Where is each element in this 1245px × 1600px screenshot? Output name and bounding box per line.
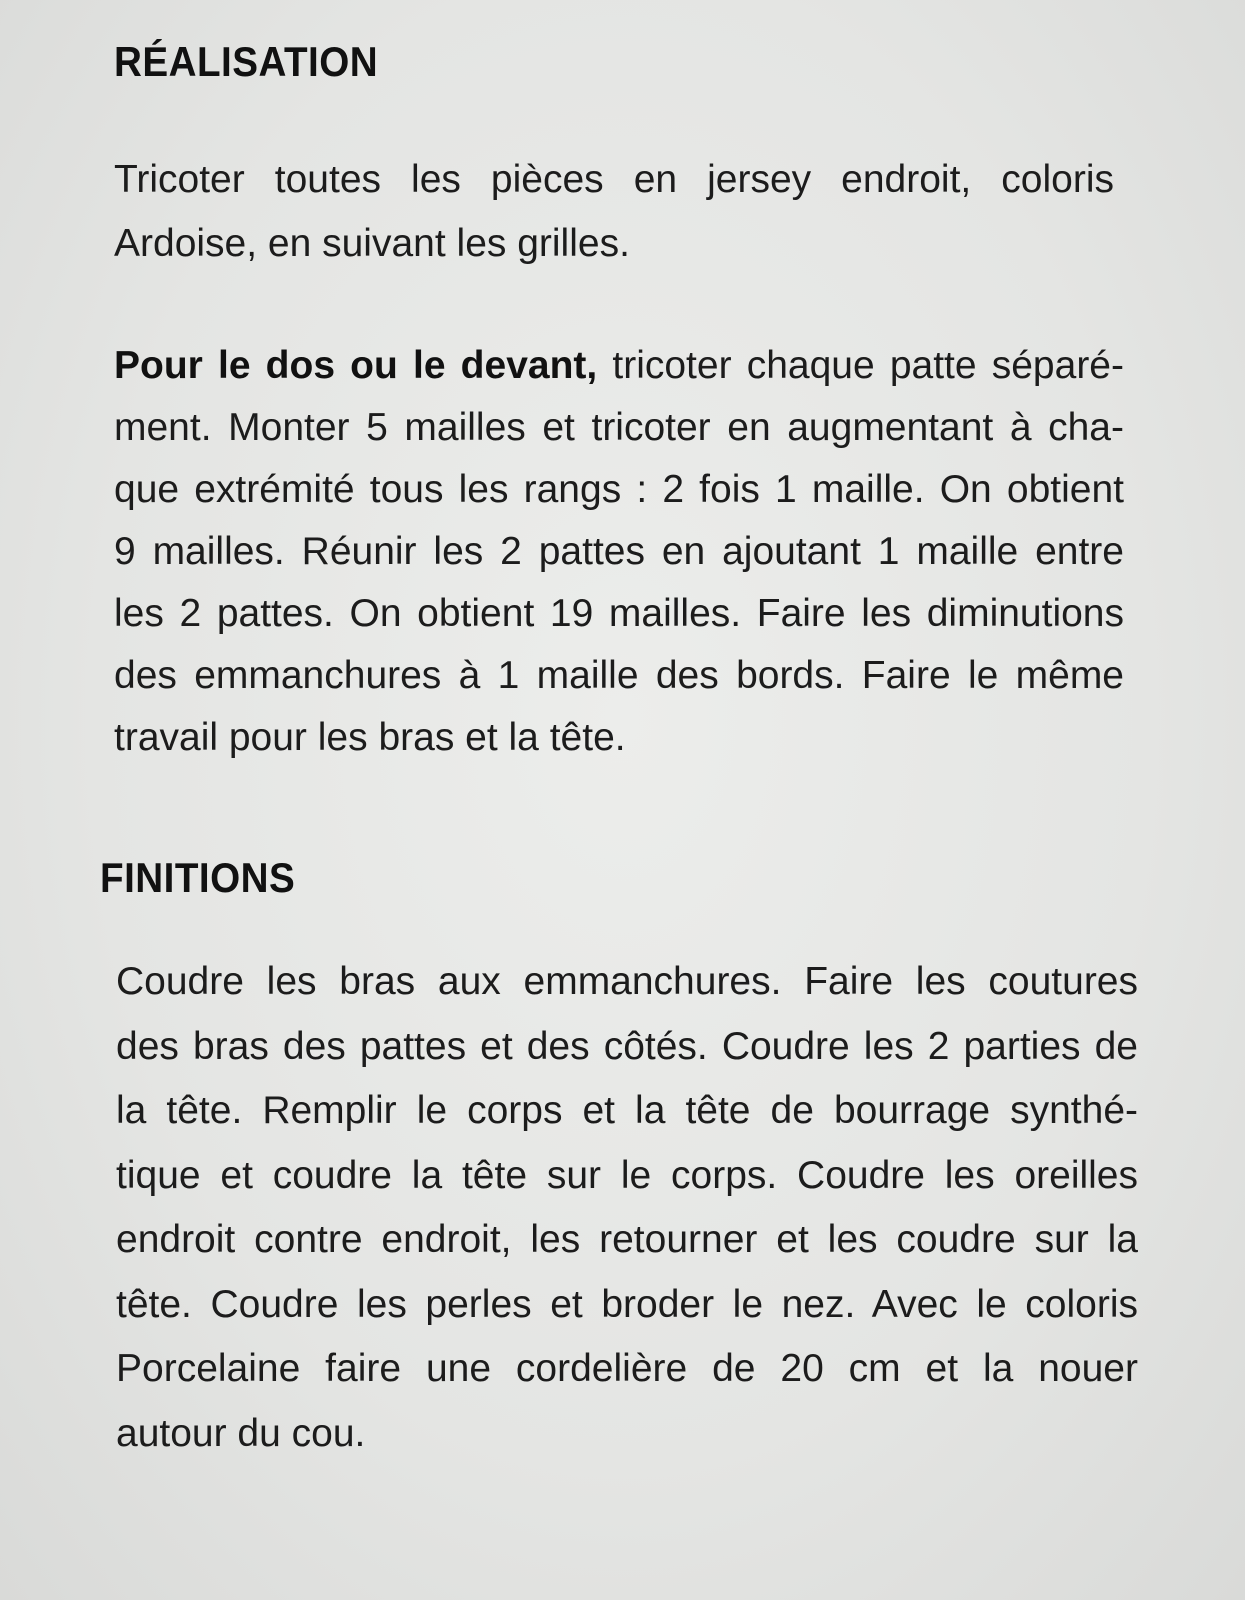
paragraph-dos-devant [114, 335, 1124, 769]
section-heading-realisation: RÉALISATION [114, 38, 379, 85]
text-segment: tricoter chaque patte séparé- [597, 344, 1124, 387]
text-line: endroit contre endroit, les retourner et les coudre sur la [116, 1218, 1138, 1261]
text-line: Coudre les bras aux emmanchures. Faire les coutures [116, 960, 1138, 1003]
paragraph-finitions [116, 950, 1138, 1466]
text-line: tête. Coudre les perles et broder le nez. Avec le coloris [116, 1282, 1138, 1326]
section-heading-finitions: FINITIONS [100, 854, 296, 901]
text-line: Porcelaine faire une cordelière de 20 cm et la nouer [116, 1347, 1138, 1390]
text-line: ment. Monter 5 mailles et tricoter en augmentant à cha- [114, 406, 1124, 449]
text-line: Ardoise, en suivant les grilles. [114, 222, 630, 265]
text-line: des emmanchures à 1 maille des bords. Faire le même [114, 654, 1124, 697]
text-line: que extrémité tous les rangs : 2 fois 1 maille. On obtient [114, 468, 1124, 511]
text-line: des bras des pattes et des côtés. Coudre les 2 parties de [116, 1024, 1138, 1068]
text-line: les 2 pattes. On obtient 19 mailles. Faire les diminutions [114, 592, 1124, 635]
text-line: travail pour les bras et la tête. [114, 716, 626, 759]
text-line: autour du cou. [116, 1411, 366, 1455]
text-line: Tricoter toutes les pièces en jersey endroit, coloris [114, 158, 1114, 201]
text-line: tique et coudre la tête sur le corps. Coudre les oreilles [116, 1153, 1138, 1197]
text-line: 9 mailles. Réunir les 2 pattes en ajoutant 1 maille entre [114, 530, 1124, 573]
text-line [114, 335, 1124, 397]
text-line: la tête. Remplir le corps et la tête de bourrage synthé- [116, 1089, 1138, 1132]
bold-lead-in: Pour le dos ou le devant, [114, 344, 598, 387]
paragraph-intro [114, 148, 1114, 276]
